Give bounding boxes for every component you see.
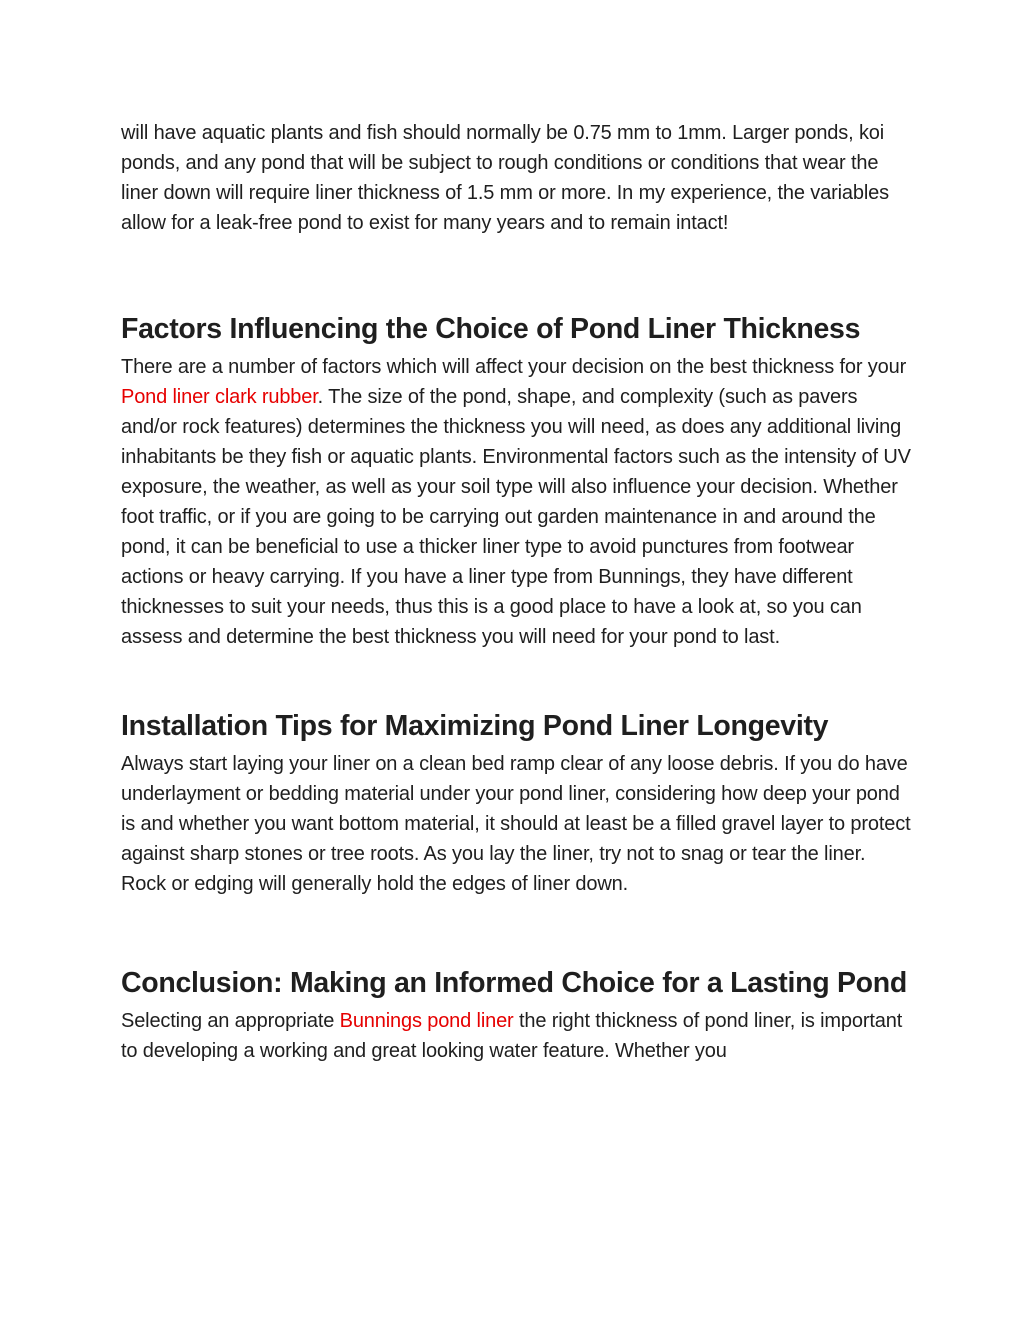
factors-text-before-link: There are a number of factors which will affect your decision on the best thickness for your: [121, 356, 907, 378]
conclusion-paragraph: [121, 1006, 911, 1066]
document-page: [121, 118, 911, 1066]
factors-section: [121, 307, 911, 652]
factors-text-after-link: . The size of the pond, shape, and complexity (such as pavers and/or rock features) determines the thickness you will need, as does any additional living inhabitants be they fish or aquatic plants. Environmental factors such as the intensity of UV exposure, the weather, as well as your soil type will also influence your decision. Whether foot traffic, or if you are going to be carrying out garden maintenance in and around the pond, it can be beneficial to use a thicker liner type to avoid punctures from footwear actions or heavy carrying. If you have a liner type from Bunnings, they have different thicknesses to suit your needs, thus this is a good place to have a look at, so you can assess and determine the best thickness you will need for your pond to last.: [121, 386, 911, 648]
factors-paragraph: [121, 352, 911, 652]
installation-section: [121, 704, 911, 899]
conclusion-text-before-link: Selecting an appropriate: [121, 1010, 340, 1032]
conclusion-text-after-link: the right thickness of pond liner, is important to developing a working and great looking water feature. Whether you: [121, 1010, 903, 1062]
intro-paragraph: will have aquatic plants and fish should normally be 0.75 mm to 1mm. Larger ponds, koi ponds, and any pond that will be subject to rough conditions or conditions that wear the liner down will require liner thickness of 1.5 mm or more. In my experience, the variables allow for a leak-free pond to exist for many years and to remain intact!: [121, 122, 889, 234]
conclusion-section: [121, 961, 911, 1066]
conclusion-heading: Conclusion: Making an Informed Choice for a Lasting Pond: [121, 967, 907, 999]
installation-heading: Installation Tips for Maximizing Pond Liner Longevity: [121, 710, 829, 742]
pond-liner-clark-rubber-link[interactable]: Pond liner clark rubber: [121, 386, 318, 408]
installation-paragraph: Always start laying your liner on a clean bed ramp clear of any loose debris. If you do have underlayment or bedding material under your pond liner, considering how deep your pond is and whether you want bottom material, it should at least be a filled gravel layer to protect against sharp stones or tree roots. As you lay the liner, try not to snag or tear the liner. Rock or edging will generally hold the edges of liner down.: [121, 753, 911, 895]
bunnings-pond-liner-link[interactable]: Bunnings pond liner: [339, 1010, 514, 1032]
factors-heading: Factors Influencing the Choice of Pond Liner Thickness: [121, 313, 861, 345]
